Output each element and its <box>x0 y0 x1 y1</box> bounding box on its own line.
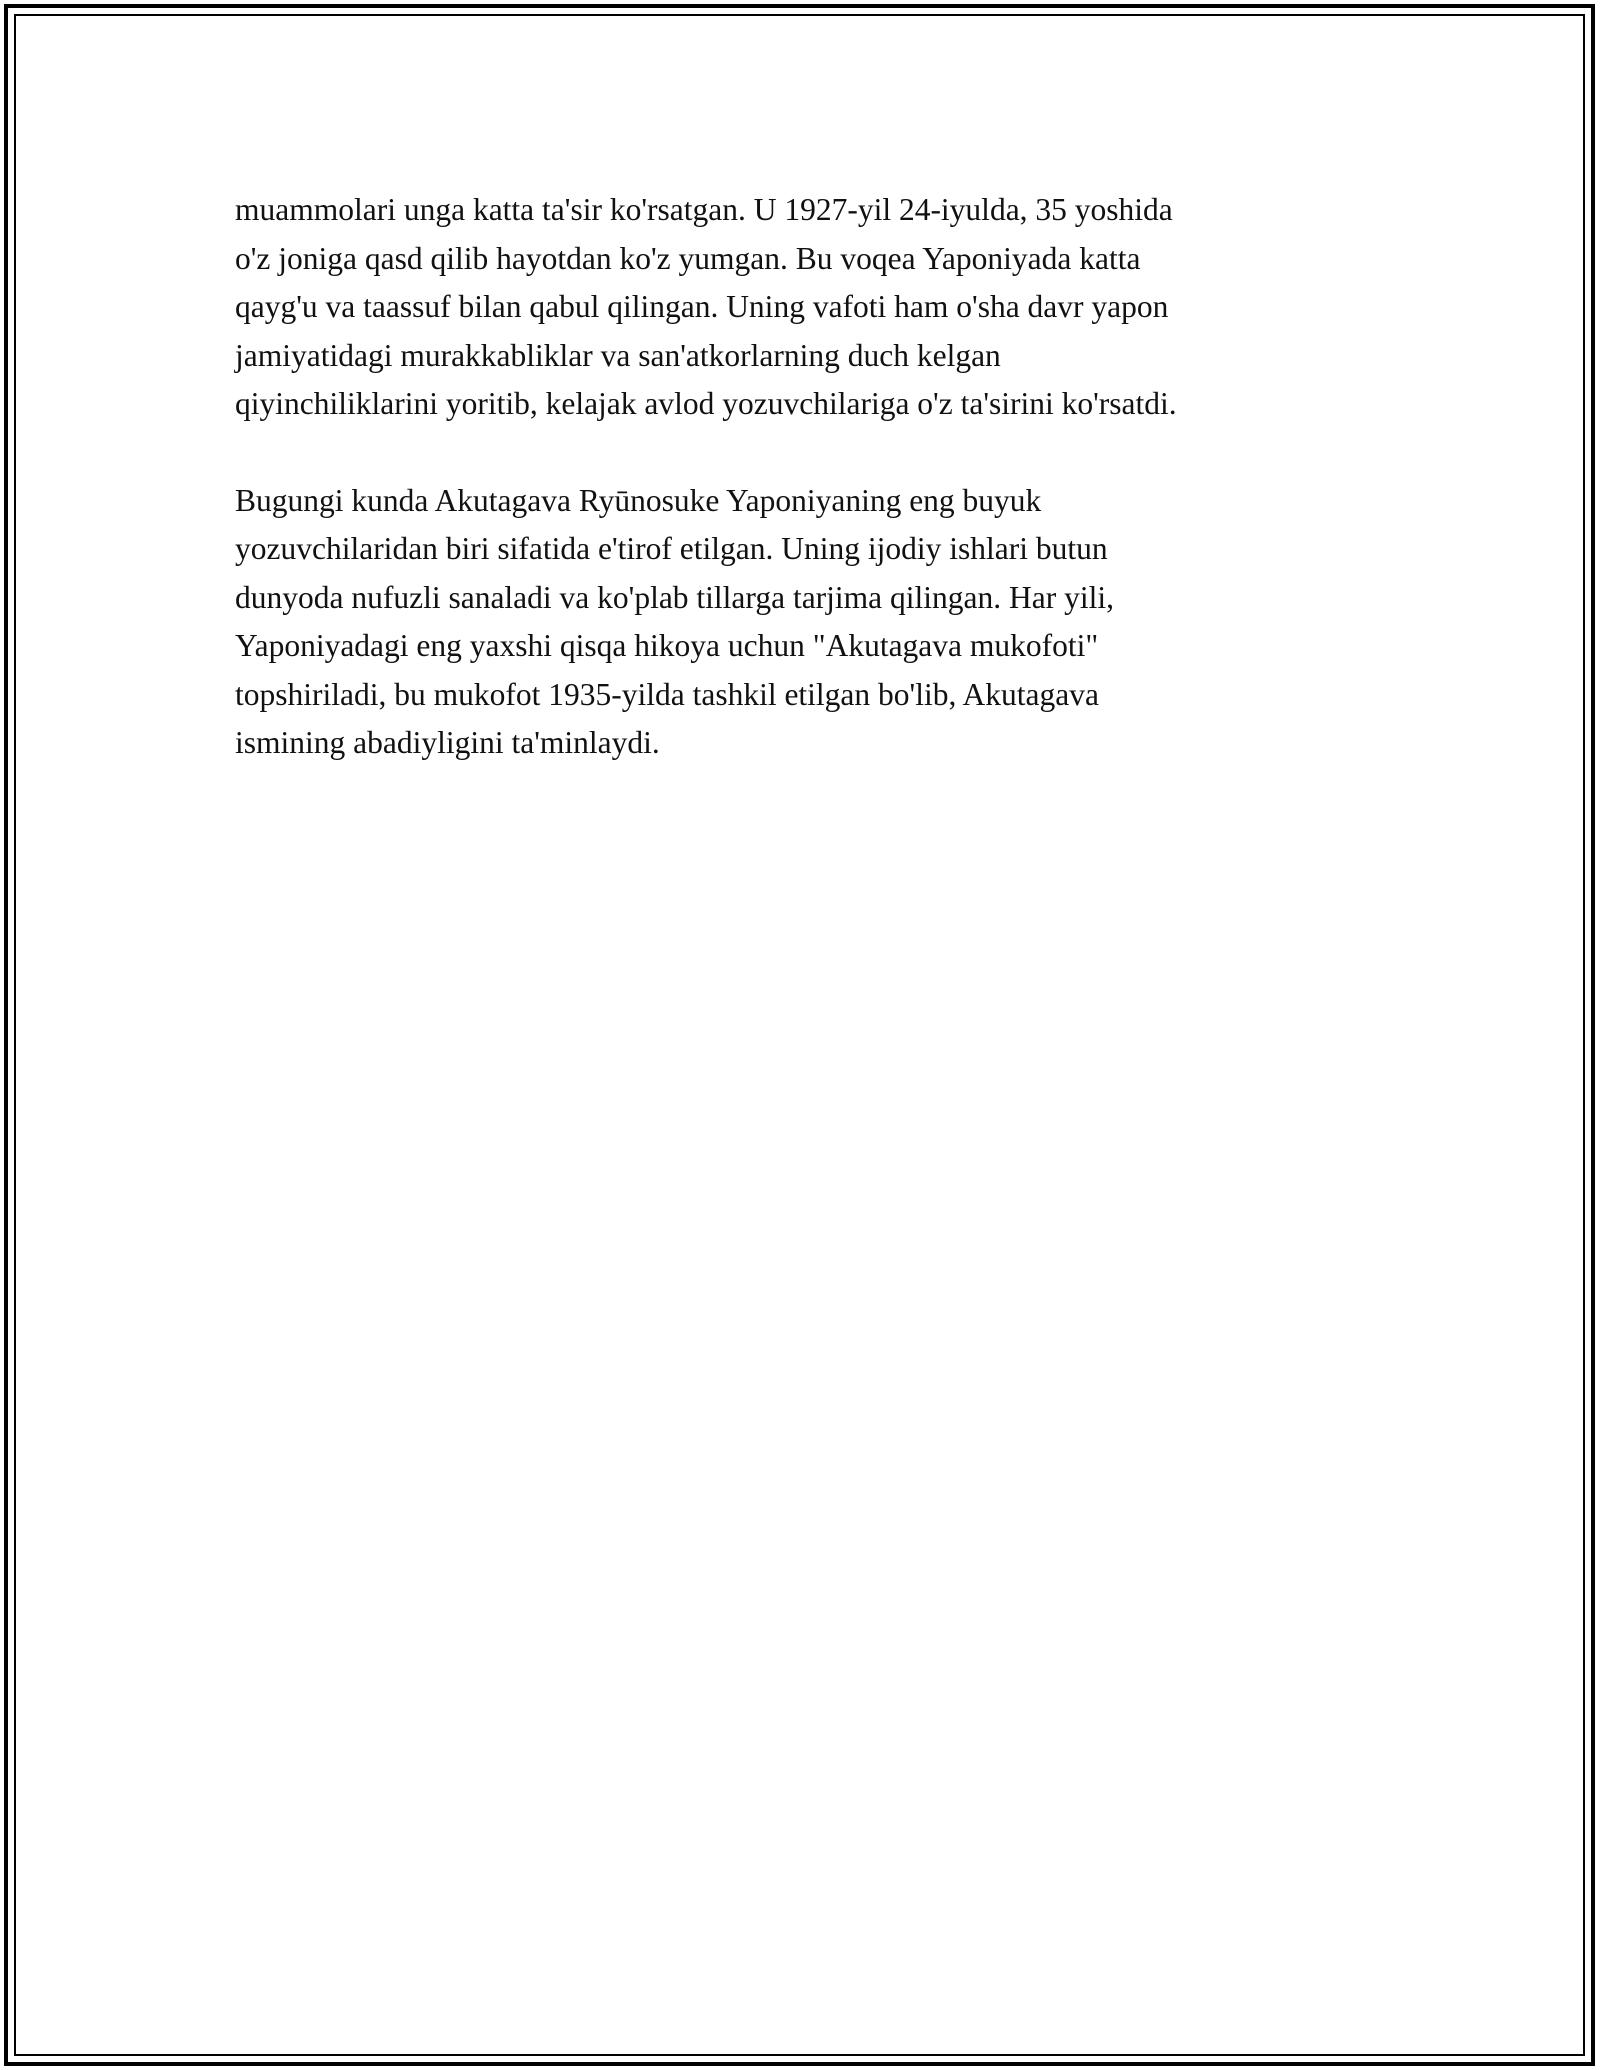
text-line: topshiriladi, bu mukofot 1935-yilda tashkil etilgan bo'lib, Akutagava <box>235 676 1099 712</box>
text-line: Bugungi kunda Akutagava Ryūnosuke Yaponiyaning eng buyuk <box>235 482 1042 518</box>
text-line: dunyoda nufuzli sanaladi va ko'plab tillarga tarjima qilingan. Har yili, <box>235 579 1114 615</box>
paragraph-1 <box>235 186 1385 429</box>
text-line: Yaponiyadagi eng yaxshi qisqa hikoya uchun "Akutagava mukofoti" <box>235 628 1099 663</box>
text-line: muammolari unga katta ta'sir ko'rsatgan. U 1927-yil 24-iyulda, 35 yoshida <box>235 192 1173 227</box>
text-line: qiyinchiliklarini yoritib, kelajak avlod yozuvchilariga o'z ta'sirini ko'rsatdi. <box>235 386 1177 421</box>
text-line: jamiyatidagi murakkabliklar va san'atkorlarning duch kelgan <box>235 337 1001 373</box>
text-line: qayg'u va taassuf bilan qabul qilingan. Uning vafoti ham o'sha davr yapon <box>235 289 1169 324</box>
text-line: o'z joniga qasd qilib hayotdan ko'z yumgan. Bu voqea Yaponiyada katta <box>235 240 1141 276</box>
text-line: ismining abadiyligini ta'minlaydi. <box>235 725 660 760</box>
paragraph-2 <box>235 477 1385 768</box>
text-line: yozuvchilaridan biri sifatida e'tirof etilgan. Uning ijodiy ishlari butun <box>235 531 1108 566</box>
document-body <box>235 186 1385 816</box>
